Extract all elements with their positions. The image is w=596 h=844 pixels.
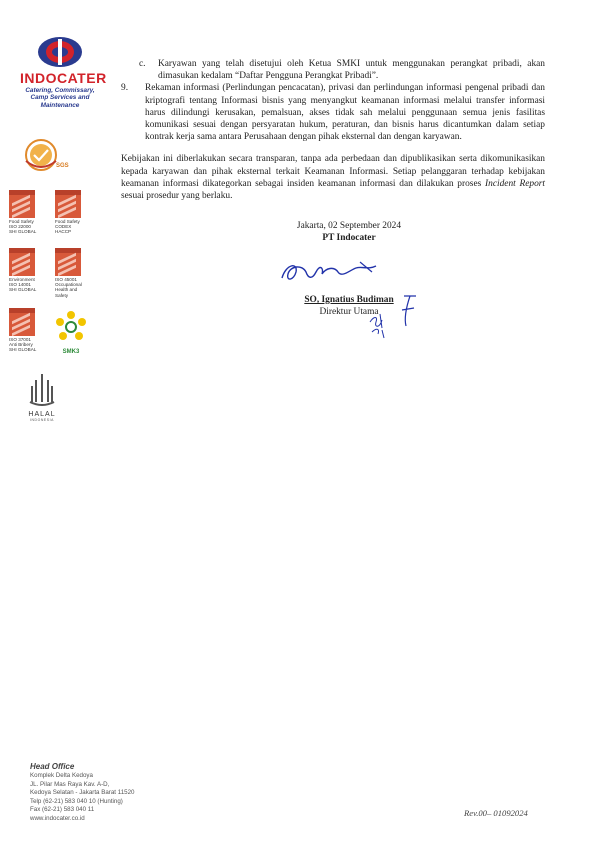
sgs-seal-icon	[22, 137, 78, 175]
indocater-emblem-icon	[37, 36, 83, 68]
footer-heading: Head Office	[30, 762, 75, 771]
list-marker: 9.	[121, 83, 129, 94]
closing-paragraph: Kebijakan ini diberlakukan secara transparan, tanpa ada perbedaan dan dipublikasikan serta dikomunikasikan kepada karyawan dan pihak eksternal terkait Keamanan Informasi. Setiap pelanggaran terhadap kebijakan keamanan informasi dikategorkan sebagai insiden keamanan informasi dan dilakukan proses Incident Report sesuai prosedur yang berlaku.	[121, 154, 546, 202]
footer-line: JL. Pilar Mas Raya Kav. A-D,	[30, 780, 110, 788]
footer-line: Komplek Delta Kedoya	[30, 772, 93, 779]
cert-iso-14001: Environment ISO 14001 SHI GLOBAL	[9, 248, 35, 290]
cert-iso-37001: ISO 37001 Anti Bribery SHI GLOBAL	[9, 308, 35, 350]
halal-badge	[26, 372, 58, 424]
handwritten-signature	[276, 258, 386, 288]
footer-line: Fax (62-21) 583 040 11	[30, 806, 95, 814]
halal-sublabel: INDONESIA	[29, 418, 55, 422]
smk3-badge	[54, 310, 88, 356]
signatory-name: SO, Ignatius Budiman	[304, 295, 394, 305]
list-marker: c.	[139, 59, 146, 69]
sgs-certification-badge	[22, 137, 78, 175]
company-name: PT Indocater	[322, 233, 376, 243]
certification-mark-icon	[55, 190, 81, 218]
revision-number: Rev.00– 01092024	[464, 808, 528, 818]
cert-codex-haccp: Food Safety CODEX HACCP	[55, 190, 81, 232]
footer-line: Kedoya Selatan - Jakarta Barat 11520	[30, 789, 135, 797]
list-item-c	[139, 58, 545, 82]
smk3-emblem-icon	[54, 310, 88, 344]
footer-website: www.indocater.co.id	[30, 814, 85, 822]
brand-tagline: Catering, Commissary, Camp Services and Maintenance	[25, 87, 95, 109]
certification-mark-icon	[55, 248, 81, 276]
certification-mark-icon	[9, 248, 35, 276]
brand-name: INDOCATER	[20, 70, 107, 86]
list-item-text: Rekaman informasi (Perlindungan pencacatan), privasi dan perlindungan informasi pengenal pribadi dan kriptografi tentang Informasi bisnis yang menyangkut keamanan informasi melalui transfer informasi harus dilindungi kerusakan, pemalsuan, akses tidak sah melalui penggunaan semua jenis fasilitas komunikasi sesuai dengan persyaratan hukum, peraturan, dan bisnis harus dicantumkan dalam setiap kontrak kerja sama antara Perusahaan dengan pihak eksternal dan dengan karyawan.	[145, 83, 545, 143]
cert-iso-45001: ISO 45001 Occupational Health and Safety	[55, 248, 81, 290]
letterhead-sidebar	[0, 0, 112, 844]
certification-mark-icon	[9, 190, 35, 218]
list-item-text: Karyawan yang telah disetujui oleh Ketua SMKI untuk menggunakan perangkat pribadi, akan dimasukan kedalam “Daftar Pengguna Perangkat Pribadi”.	[158, 59, 545, 82]
handwritten-initials	[366, 290, 426, 340]
certification-mark-icon	[9, 308, 35, 336]
sgs-label: SGS	[56, 163, 69, 169]
footer-address	[30, 762, 134, 824]
cert-iso-22000: Food Safety ISO 22000 SHI GLOBAL	[9, 190, 35, 232]
place-date: Jakarta, 02 September 2024	[296, 221, 402, 231]
signatory-title: Direktur Utama	[319, 307, 379, 317]
footer-line: Telp (62-21) 583 040 10 (Hunting)	[30, 797, 123, 805]
smk3-label: SMK3	[62, 349, 80, 355]
indocater-logo	[20, 36, 107, 109]
halal-label: HALAL	[28, 411, 56, 418]
list-item-9	[121, 82, 545, 143]
halal-emblem-icon	[28, 372, 56, 406]
policy-body	[121, 58, 545, 202]
incident-report-term: Incident Report	[485, 178, 546, 189]
